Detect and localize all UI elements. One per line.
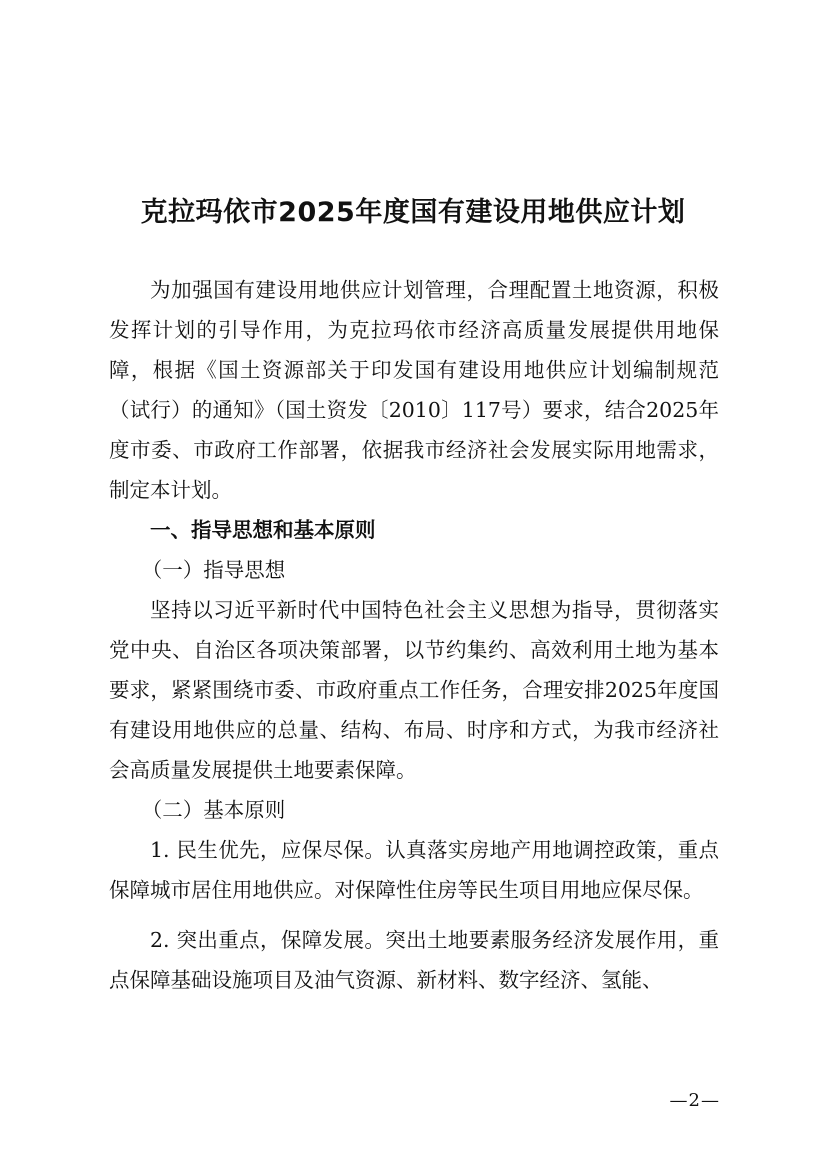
page-number: —2— bbox=[669, 1090, 720, 1111]
principle-paragraph-2: 2. 突出重点，保障发展。突出土地要素服务经济发展作用，重点保障基础设施项目及油气资源、新材料、数字经济、氢能、 bbox=[109, 928, 719, 992]
document-body bbox=[109, 270, 719, 1000]
document-title: 克拉玛依市2025年度国有建设用地供应计划 bbox=[140, 197, 686, 228]
principle-paragraph-1: 1. 民生优先，应保尽保。认真落实房地产用地调控政策，重点保障城市居住用地供应。对保障性住房等民生项目用地应保尽保。 bbox=[109, 838, 719, 902]
intro-paragraph: 为加强国有建设用地供应计划管理，合理配置土地资源，积极发挥计划的引导作用，为克拉玛依市经济高质量发展提供用地保障，根据《国土资源部关于印发国有建设用地供应计划编制规范（试行）的通知》（国土资发〔2010〕117号）要求，结合2025年度市委、市政府工作部署，依据我市经济社会发展实际用地需求，制定本计划。 bbox=[109, 278, 719, 502]
guiding-ideology-paragraph: 坚持以习近平新时代中国特色社会主义思想为指导，贯彻落实党中央、自治区各项决策部署，以节约集约、高效利用土地为基本要求，紧紧围绕市委、市政府重点工作任务，合理安排2025年度国有建设用地供应的总量、结构、布局、时序和方式，为我市经济社会高质量发展提供土地要素保障。 bbox=[109, 598, 719, 782]
section-heading-guiding-principles: 一、指导思想和基本原则 bbox=[150, 518, 376, 542]
subsection-heading-basic-principles: （二）基本原则 bbox=[141, 798, 286, 822]
subsection-heading-guiding-ideology: （一）指导思想 bbox=[141, 558, 286, 582]
